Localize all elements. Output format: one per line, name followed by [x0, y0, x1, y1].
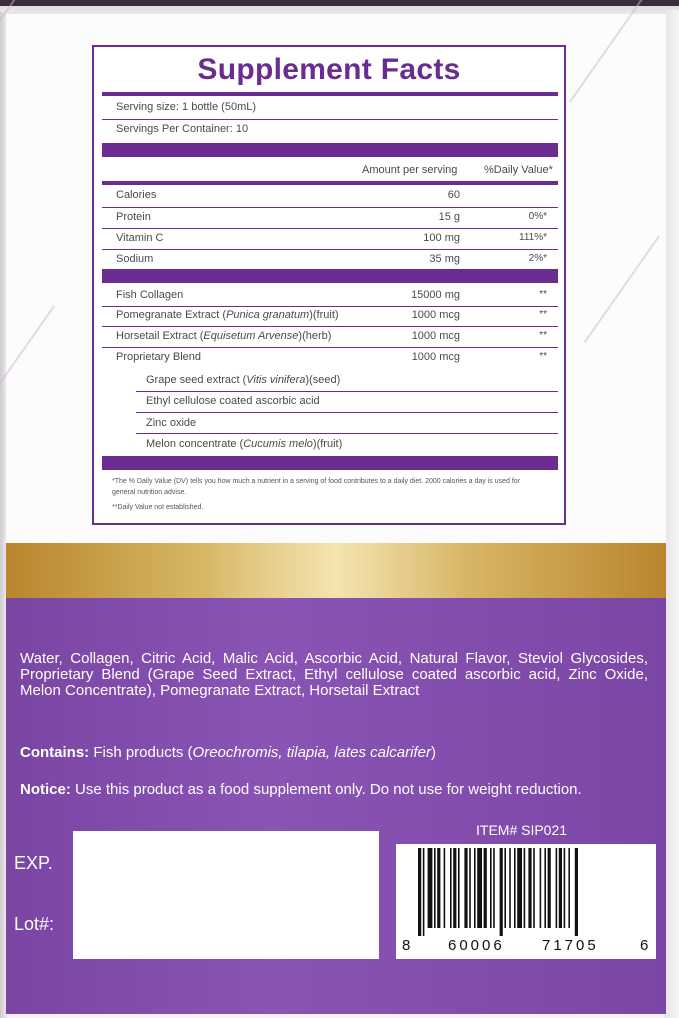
servings-per-container: Servings Per Container: 10	[116, 123, 249, 135]
nutrient-dv: 0%*	[528, 211, 547, 222]
ingredient-amount: 15000 mg	[411, 289, 460, 301]
divider-bar	[102, 143, 558, 157]
blend-item: Melon concentrate (Cucumis melo)(fruit)	[146, 438, 343, 450]
barcode-bar	[493, 848, 495, 928]
exp-label: EXP.	[14, 853, 53, 873]
divider-bar	[102, 456, 558, 470]
divider-line	[136, 433, 558, 434]
barcode-bar	[437, 848, 440, 928]
footnote-not-established: **Daily Value not established.	[112, 504, 204, 511]
barcode-bar	[490, 848, 492, 928]
barcode-digit-check: 6	[640, 937, 649, 954]
ingredient-dv: **	[539, 330, 547, 341]
daily-value-header: %Daily Value*	[484, 164, 553, 176]
box-right-side	[664, 10, 679, 1018]
blend-item: Ethyl cellulose coated ascorbic acid	[146, 395, 320, 407]
barcode-bar	[575, 848, 578, 936]
supplement-facts-panel	[92, 45, 566, 525]
contains-statement: Contains: Fish products (Oreochromis, tilapia, lates calcarifer)	[20, 744, 436, 761]
barcode-bar	[474, 848, 476, 928]
barcode-bar	[453, 848, 456, 928]
blend-item: Zinc oxide	[146, 417, 197, 429]
barcode-digit-lead: 8	[402, 937, 411, 954]
divider-line	[102, 207, 558, 208]
divider-line	[102, 119, 558, 120]
divider-line	[102, 347, 558, 348]
barcode-bar	[504, 848, 506, 928]
ingredient-name: Fish Collagen	[116, 289, 184, 301]
barcode-bars	[396, 844, 656, 936]
barcode-bar	[423, 848, 425, 936]
barcode-bar	[556, 848, 558, 928]
ingredient-name: Proprietary Blend	[116, 351, 201, 363]
divider-bar	[102, 92, 558, 96]
barcode-bar	[428, 848, 433, 928]
item-number: ITEM# SIP021	[476, 822, 568, 838]
divider-line	[102, 326, 558, 327]
barcode-bar	[514, 848, 516, 928]
ingredient-dv: **	[539, 351, 547, 362]
serving-size: Serving size: 1 bottle (50mL)	[116, 101, 257, 113]
barcode-bar	[418, 848, 421, 936]
divider-bar	[102, 269, 558, 283]
footnote-daily-value: *The % Daily Value (DV) tells you how much a nutrient in a serving of food contributes to a daily diet. 2000 calories a day is used for general nutrition advise.	[112, 478, 521, 496]
barcode-bar	[533, 848, 535, 928]
ingredient-dv: **	[539, 309, 547, 320]
barcode-bar	[509, 848, 511, 928]
barcode-bar	[548, 848, 551, 928]
barcode-bar	[434, 848, 436, 928]
ingredient-amount: 1000 mcg	[411, 330, 460, 342]
barcode-bar	[544, 848, 546, 928]
divider-bar	[102, 181, 558, 185]
barcode	[396, 844, 656, 959]
ingredient-amount: 1000 mcg	[411, 351, 460, 363]
decorative-line	[0, 305, 55, 413]
supplement-facts-title: Supplement Facts	[197, 53, 461, 86]
decorative-line	[584, 235, 660, 343]
divider-line	[102, 228, 558, 229]
barcode-bar	[524, 848, 526, 928]
barcode-bar	[559, 848, 562, 928]
exp-lot-print-area	[73, 831, 379, 959]
barcode-bar	[484, 848, 487, 928]
lot-label: Lot#:	[14, 914, 55, 934]
barcode-bar	[464, 848, 467, 928]
barcode-bar	[477, 848, 482, 928]
nutrient-amount: 60	[447, 189, 460, 201]
barcode-digits-left: 60006	[448, 937, 505, 954]
ingredient-dv: **	[539, 289, 547, 300]
barcode-bar	[540, 848, 542, 928]
nutrient-name: Calories	[116, 189, 157, 201]
barcode-bar	[500, 848, 503, 936]
nutrient-name: Vitamin C	[116, 232, 164, 244]
nutrient-amount: 100 mg	[423, 232, 460, 244]
nutrient-name: Sodium	[116, 253, 154, 265]
barcode-bar	[444, 848, 446, 928]
blend-item: Grape seed extract (Vitis vinifera)(seed)	[146, 374, 341, 386]
divider-line	[136, 391, 558, 392]
decorative-line	[569, 0, 645, 103]
nutrient-name: Protein	[116, 211, 151, 223]
barcode-bar	[528, 848, 531, 928]
barcode-bar	[564, 848, 566, 928]
divider-line	[102, 249, 558, 250]
barcode-bar	[517, 848, 522, 928]
divider-line	[136, 412, 558, 413]
divider-line	[102, 306, 558, 307]
barcode-bar	[450, 848, 452, 928]
ingredient-name: Horsetail Extract (Equisetum Arvense)(herb)	[116, 330, 332, 342]
nutrient-dv: 111%*	[519, 232, 547, 243]
nutrient-amount: 15 g	[438, 211, 460, 223]
gold-band	[6, 543, 666, 598]
barcode-digits-right: 71705	[542, 937, 599, 954]
amount-header: Amount per serving	[362, 164, 458, 176]
notice-statement: Notice: Use this product as a food supplement only. Do not use for weight reduction.	[20, 781, 582, 798]
nutrient-dv: 2%*	[528, 253, 547, 264]
ingredient-amount: 1000 mcg	[411, 309, 460, 321]
barcode-bar	[458, 848, 460, 928]
ingredient-name: Pomegranate Extract (Punica granatum)(fruit)	[116, 309, 339, 321]
barcode-bar	[568, 848, 570, 928]
nutrient-amount: 35 mg	[429, 253, 460, 265]
barcode-bar	[469, 848, 471, 928]
box-top-edge	[0, 0, 679, 6]
ingredients-text: Water, Collagen, Citric Acid, Malic Acid, Ascorbic Acid, Natural Flavor, Steviol Glycosides, Proprietary Blend (Grape Seed Extract, Ethyl cellulose coated ascorbic acid, Zinc Oxide, Melon Concentrate), Pomegranate Extract, Horsetail Extract	[20, 650, 648, 699]
